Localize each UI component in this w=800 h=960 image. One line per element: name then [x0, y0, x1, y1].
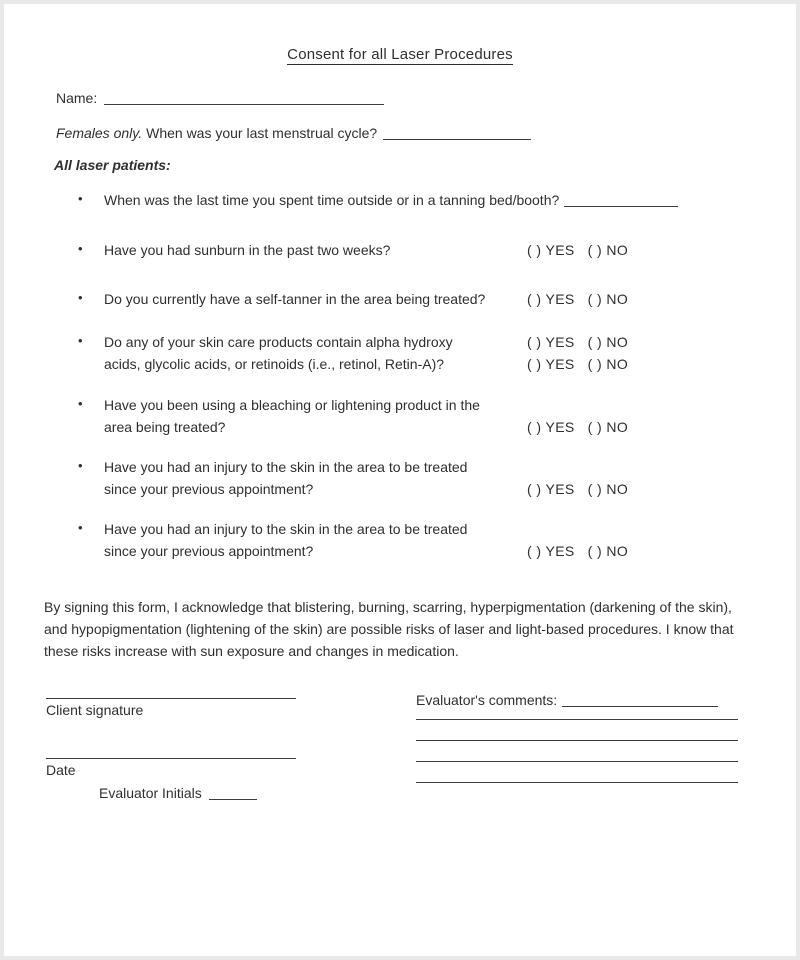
- signature-left-column: [46, 690, 416, 801]
- question-item-skin-injury: [78, 456, 796, 500]
- question-text: Do any of your skin care products contain alpha hydroxy: [104, 334, 453, 350]
- question-text: Have you had sunburn in the past two weeks?: [104, 242, 391, 258]
- question-item-tanning: [78, 189, 796, 211]
- yesno-row: [527, 288, 628, 310]
- question-text: acids, glycolic acids, or retinoids (i.e., retinol, Retin-A)?: [104, 356, 445, 372]
- question-text: since your previous appointment?: [104, 543, 314, 559]
- question-list: [4, 189, 796, 562]
- no-option[interactable]: ( ) NO: [587, 291, 629, 307]
- tanning-answer-line[interactable]: [564, 193, 678, 207]
- question-text: When was the last time you spent time outside or in a tanning bed/booth?: [104, 192, 560, 208]
- no-option[interactable]: ( ) NO: [587, 334, 629, 350]
- name-input-line[interactable]: [104, 91, 384, 105]
- evaluator-comments-label: Evaluator's comments:: [416, 692, 558, 708]
- question-item-self-tanner: [78, 288, 796, 310]
- menstrual-cycle-input-line[interactable]: [383, 126, 531, 140]
- question-text: Have you been using a bleaching or lightening product in the: [104, 397, 480, 413]
- yes-option[interactable]: ( ) YES: [527, 242, 575, 258]
- question-text: Have you had an injury to the skin in the area to be treated: [104, 521, 468, 537]
- question-text: Do you currently have a self-tanner in the area being treated?: [104, 291, 486, 307]
- evaluator-comments-column: [416, 690, 738, 801]
- question-item-sunburn: [78, 239, 796, 261]
- menstrual-cycle-row: [56, 125, 796, 141]
- evaluator-comments-line[interactable]: [562, 693, 718, 707]
- evaluator-comments-line[interactable]: [416, 762, 738, 783]
- females-only-note: Females only.: [56, 125, 143, 141]
- no-option[interactable]: ( ) NO: [587, 543, 629, 559]
- bullet-icon: •: [78, 520, 83, 535]
- name-label: Name:: [56, 90, 98, 106]
- question-item-skin-injury-2: [78, 518, 796, 562]
- yes-option[interactable]: ( ) YES: [527, 419, 575, 435]
- evaluator-initials-label: Evaluator Initials: [99, 785, 202, 801]
- signature-area: [46, 690, 796, 801]
- evaluator-comments-line[interactable]: [416, 741, 738, 762]
- no-option[interactable]: ( ) NO: [587, 419, 629, 435]
- evaluator-initials-line[interactable]: [209, 786, 257, 800]
- yesno-row: [527, 353, 628, 375]
- no-option[interactable]: ( ) NO: [587, 481, 629, 497]
- evaluator-comments-row: [416, 690, 738, 710]
- evaluator-comments-line[interactable]: [416, 720, 738, 741]
- bullet-icon: •: [78, 191, 83, 206]
- yes-option[interactable]: ( ) YES: [527, 543, 575, 559]
- menstrual-cycle-question: When was your last menstrual cycle?: [146, 125, 378, 141]
- bullet-icon: •: [78, 241, 83, 256]
- yes-option[interactable]: ( ) YES: [527, 481, 575, 497]
- bullet-icon: •: [78, 396, 83, 411]
- yes-option[interactable]: ( ) YES: [527, 356, 575, 372]
- bullet-icon: •: [78, 290, 83, 305]
- no-option[interactable]: ( ) NO: [587, 356, 629, 372]
- question-text: area being treated?: [104, 419, 226, 435]
- question-item-bleaching: [78, 394, 796, 438]
- yes-option[interactable]: ( ) YES: [527, 334, 575, 350]
- question-text: since your previous appointment?: [104, 481, 314, 497]
- client-signature-label: Client signature: [46, 702, 144, 718]
- page-title-text: Consent for all Laser Procedures: [287, 46, 513, 63]
- no-option[interactable]: ( ) NO: [587, 242, 629, 258]
- evaluator-initials-row: [99, 785, 416, 801]
- bullet-icon: •: [78, 458, 83, 473]
- yesno-row: [527, 239, 628, 261]
- yesno-row: [527, 331, 628, 353]
- date-line[interactable]: [46, 752, 296, 759]
- yesno-row: [527, 416, 628, 438]
- yesno-row: [527, 478, 628, 500]
- yes-option[interactable]: ( ) YES: [527, 291, 575, 307]
- question-item-skin-care-products: [78, 331, 796, 375]
- yesno-row: [527, 540, 628, 562]
- bullet-icon: •: [78, 333, 83, 348]
- page-title: [4, 46, 796, 65]
- section-heading: All laser patients:: [54, 157, 171, 173]
- question-text: Have you had an injury to the skin in the area to be treated: [104, 459, 468, 475]
- evaluator-comments-line[interactable]: [416, 710, 738, 720]
- acknowledgement-paragraph: By signing this form, I acknowledge that blistering, burning, scarring, hyperpigmentation (darkening of the skin), and hypopigmentation (lightening of the skin) are possible risks of laser and light-based procedures. I know that these risks increase with sun exposure and changes in medication.: [44, 599, 734, 659]
- date-label: Date: [46, 762, 76, 778]
- name-row: [56, 90, 796, 106]
- client-signature-line[interactable]: [46, 690, 296, 699]
